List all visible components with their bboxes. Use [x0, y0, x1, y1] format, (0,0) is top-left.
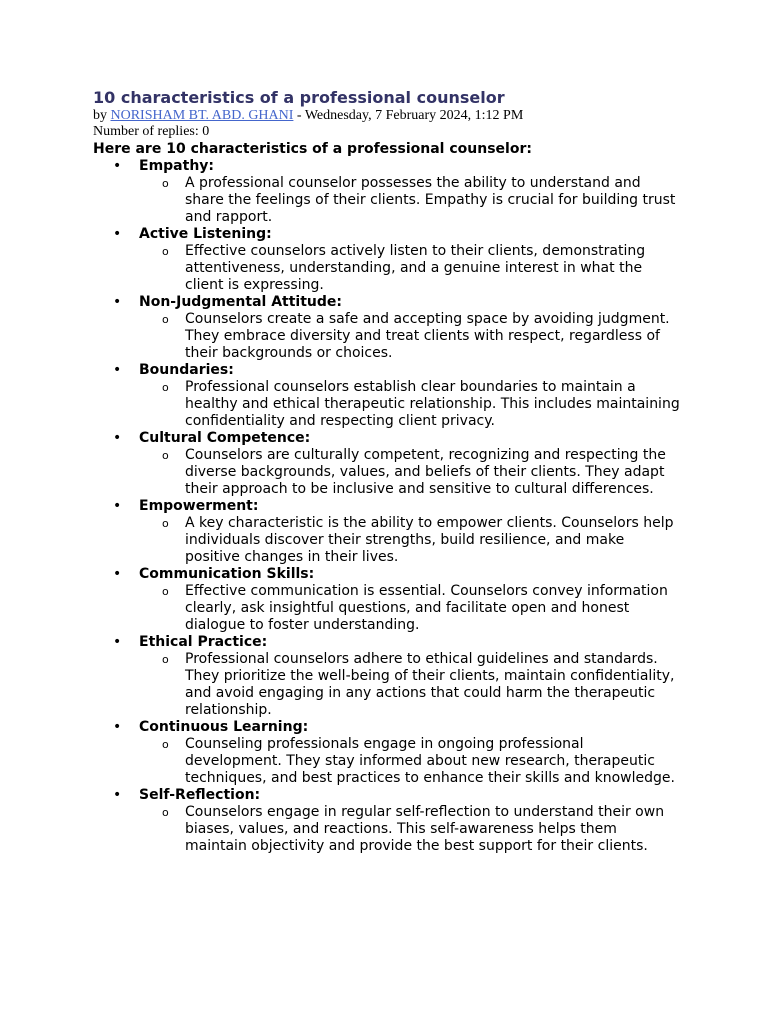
- sub-list-item: [139, 583, 683, 634]
- bullet-icon: •: [113, 158, 122, 174]
- item-description: Counseling professionals engage in ongoing professional development. They stay informed about new research, therapeutic techniques, and best practices to enhance their skills and knowledge.: [185, 736, 675, 786]
- list-item: [93, 634, 683, 719]
- list-item: [93, 294, 683, 362]
- circle-bullet-icon: o: [162, 738, 169, 751]
- sub-list-item: [139, 311, 683, 362]
- item-title: Non-Judgmental Attitude:: [139, 294, 342, 310]
- bullet-icon: •: [113, 294, 122, 310]
- circle-bullet-icon: o: [162, 585, 169, 598]
- bullet-icon: •: [113, 634, 122, 650]
- circle-bullet-icon: o: [162, 245, 169, 258]
- list-item: [93, 158, 683, 226]
- sub-list: [139, 243, 683, 294]
- bullet-icon: •: [113, 430, 122, 446]
- circle-bullet-icon: o: [162, 381, 169, 394]
- forum-post: [93, 87, 683, 855]
- reply-count: Number of replies: 0: [93, 124, 210, 139]
- sub-list: [139, 804, 683, 855]
- item-description: Effective communication is essential. Counselors convey information clearly, ask insightful questions, and facilitate open and honest dialogue to foster understanding.: [185, 583, 668, 633]
- item-title: Communication Skills:: [139, 566, 315, 582]
- sub-list-item: [139, 175, 683, 226]
- author-link[interactable]: NORISHAM BT. ABD. GHANI: [110, 108, 294, 123]
- list-item: [93, 787, 683, 855]
- post-date: - Wednesday, 7 February 2024, 1:12 PM: [293, 108, 524, 123]
- sub-list: [139, 379, 683, 430]
- sub-list-item: [139, 804, 683, 855]
- circle-bullet-icon: o: [162, 177, 169, 190]
- sub-list: [139, 447, 683, 498]
- byline-prefix: by: [93, 108, 111, 123]
- item-title: Active Listening:: [139, 226, 272, 242]
- circle-bullet-icon: o: [162, 449, 169, 462]
- post-title: 10 characteristics of a professional counselor: [93, 88, 505, 107]
- item-description: Professional counselors adhere to ethical guidelines and standards. They prioritize the well-being of their clients, maintain confidentiality, and avoid engaging in any actions that could harm the therapeutic relationship.: [185, 651, 675, 718]
- item-description: Counselors create a safe and accepting space by avoiding judgment. They embrace diversity and treat clients with respect, regardless of their backgrounds or choices.: [185, 311, 670, 361]
- bullet-icon: •: [113, 566, 122, 582]
- item-description: Effective counselors actively listen to their clients, demonstrating attentiveness, understanding, and a genuine interest in what the client is expressing.: [185, 243, 646, 293]
- sub-list: [139, 736, 683, 787]
- sub-list: [139, 583, 683, 634]
- item-title: Empowerment:: [139, 498, 259, 514]
- byline: [93, 108, 683, 124]
- sub-list-item: [139, 651, 683, 719]
- list-item: [93, 430, 683, 498]
- sub-list-item: [139, 736, 683, 787]
- characteristics-list: [93, 158, 683, 855]
- sub-list: [139, 311, 683, 362]
- bullet-icon: •: [113, 362, 122, 378]
- circle-bullet-icon: o: [162, 517, 169, 530]
- item-description: A professional counselor possesses the ability to understand and share the feelings of their clients. Empathy is crucial for building trust and rapport.: [185, 175, 676, 225]
- list-item: [93, 362, 683, 430]
- item-description: Professional counselors establish clear boundaries to maintain a healthy and ethical therapeutic relationship. This includes maintaining confidentiality and respecting client privacy.: [185, 379, 680, 429]
- list-item: [93, 719, 683, 787]
- sub-list: [139, 515, 683, 566]
- item-title: Continuous Learning:: [139, 719, 309, 735]
- bullet-icon: •: [113, 787, 122, 803]
- bullet-icon: •: [113, 226, 122, 242]
- item-title: Boundaries:: [139, 362, 234, 378]
- item-title: Cultural Competence:: [139, 430, 311, 446]
- sub-list-item: [139, 447, 683, 498]
- circle-bullet-icon: o: [162, 653, 169, 666]
- list-item: [93, 566, 683, 634]
- item-description: Counselors engage in regular self-reflection to understand their own biases, values, and reactions. This self-awareness helps them maintain objectivity and provide the best support for their clients.: [185, 804, 665, 854]
- bullet-icon: •: [113, 719, 122, 735]
- item-title: Ethical Practice:: [139, 634, 268, 650]
- sub-list: [139, 175, 683, 226]
- sub-list: [139, 651, 683, 719]
- item-title: Empathy:: [139, 158, 215, 174]
- item-title: Self-Reflection:: [139, 787, 261, 803]
- sub-list-item: [139, 515, 683, 566]
- circle-bullet-icon: o: [162, 313, 169, 326]
- item-description: A key characteristic is the ability to empower clients. Counselors help individuals discover their strengths, build resilience, and make positive changes in their lives.: [185, 515, 674, 565]
- list-item: [93, 498, 683, 566]
- intro-heading: Here are 10 characteristics of a professional counselor:: [93, 141, 532, 157]
- list-item: [93, 226, 683, 294]
- circle-bullet-icon: o: [162, 806, 169, 819]
- sub-list-item: [139, 243, 683, 294]
- sub-list-item: [139, 379, 683, 430]
- bullet-icon: •: [113, 498, 122, 514]
- item-description: Counselors are culturally competent, recognizing and respecting the diverse backgrounds, values, and beliefs of their clients. They adapt their approach to be inclusive and sensitive to cultural differences.: [185, 447, 666, 497]
